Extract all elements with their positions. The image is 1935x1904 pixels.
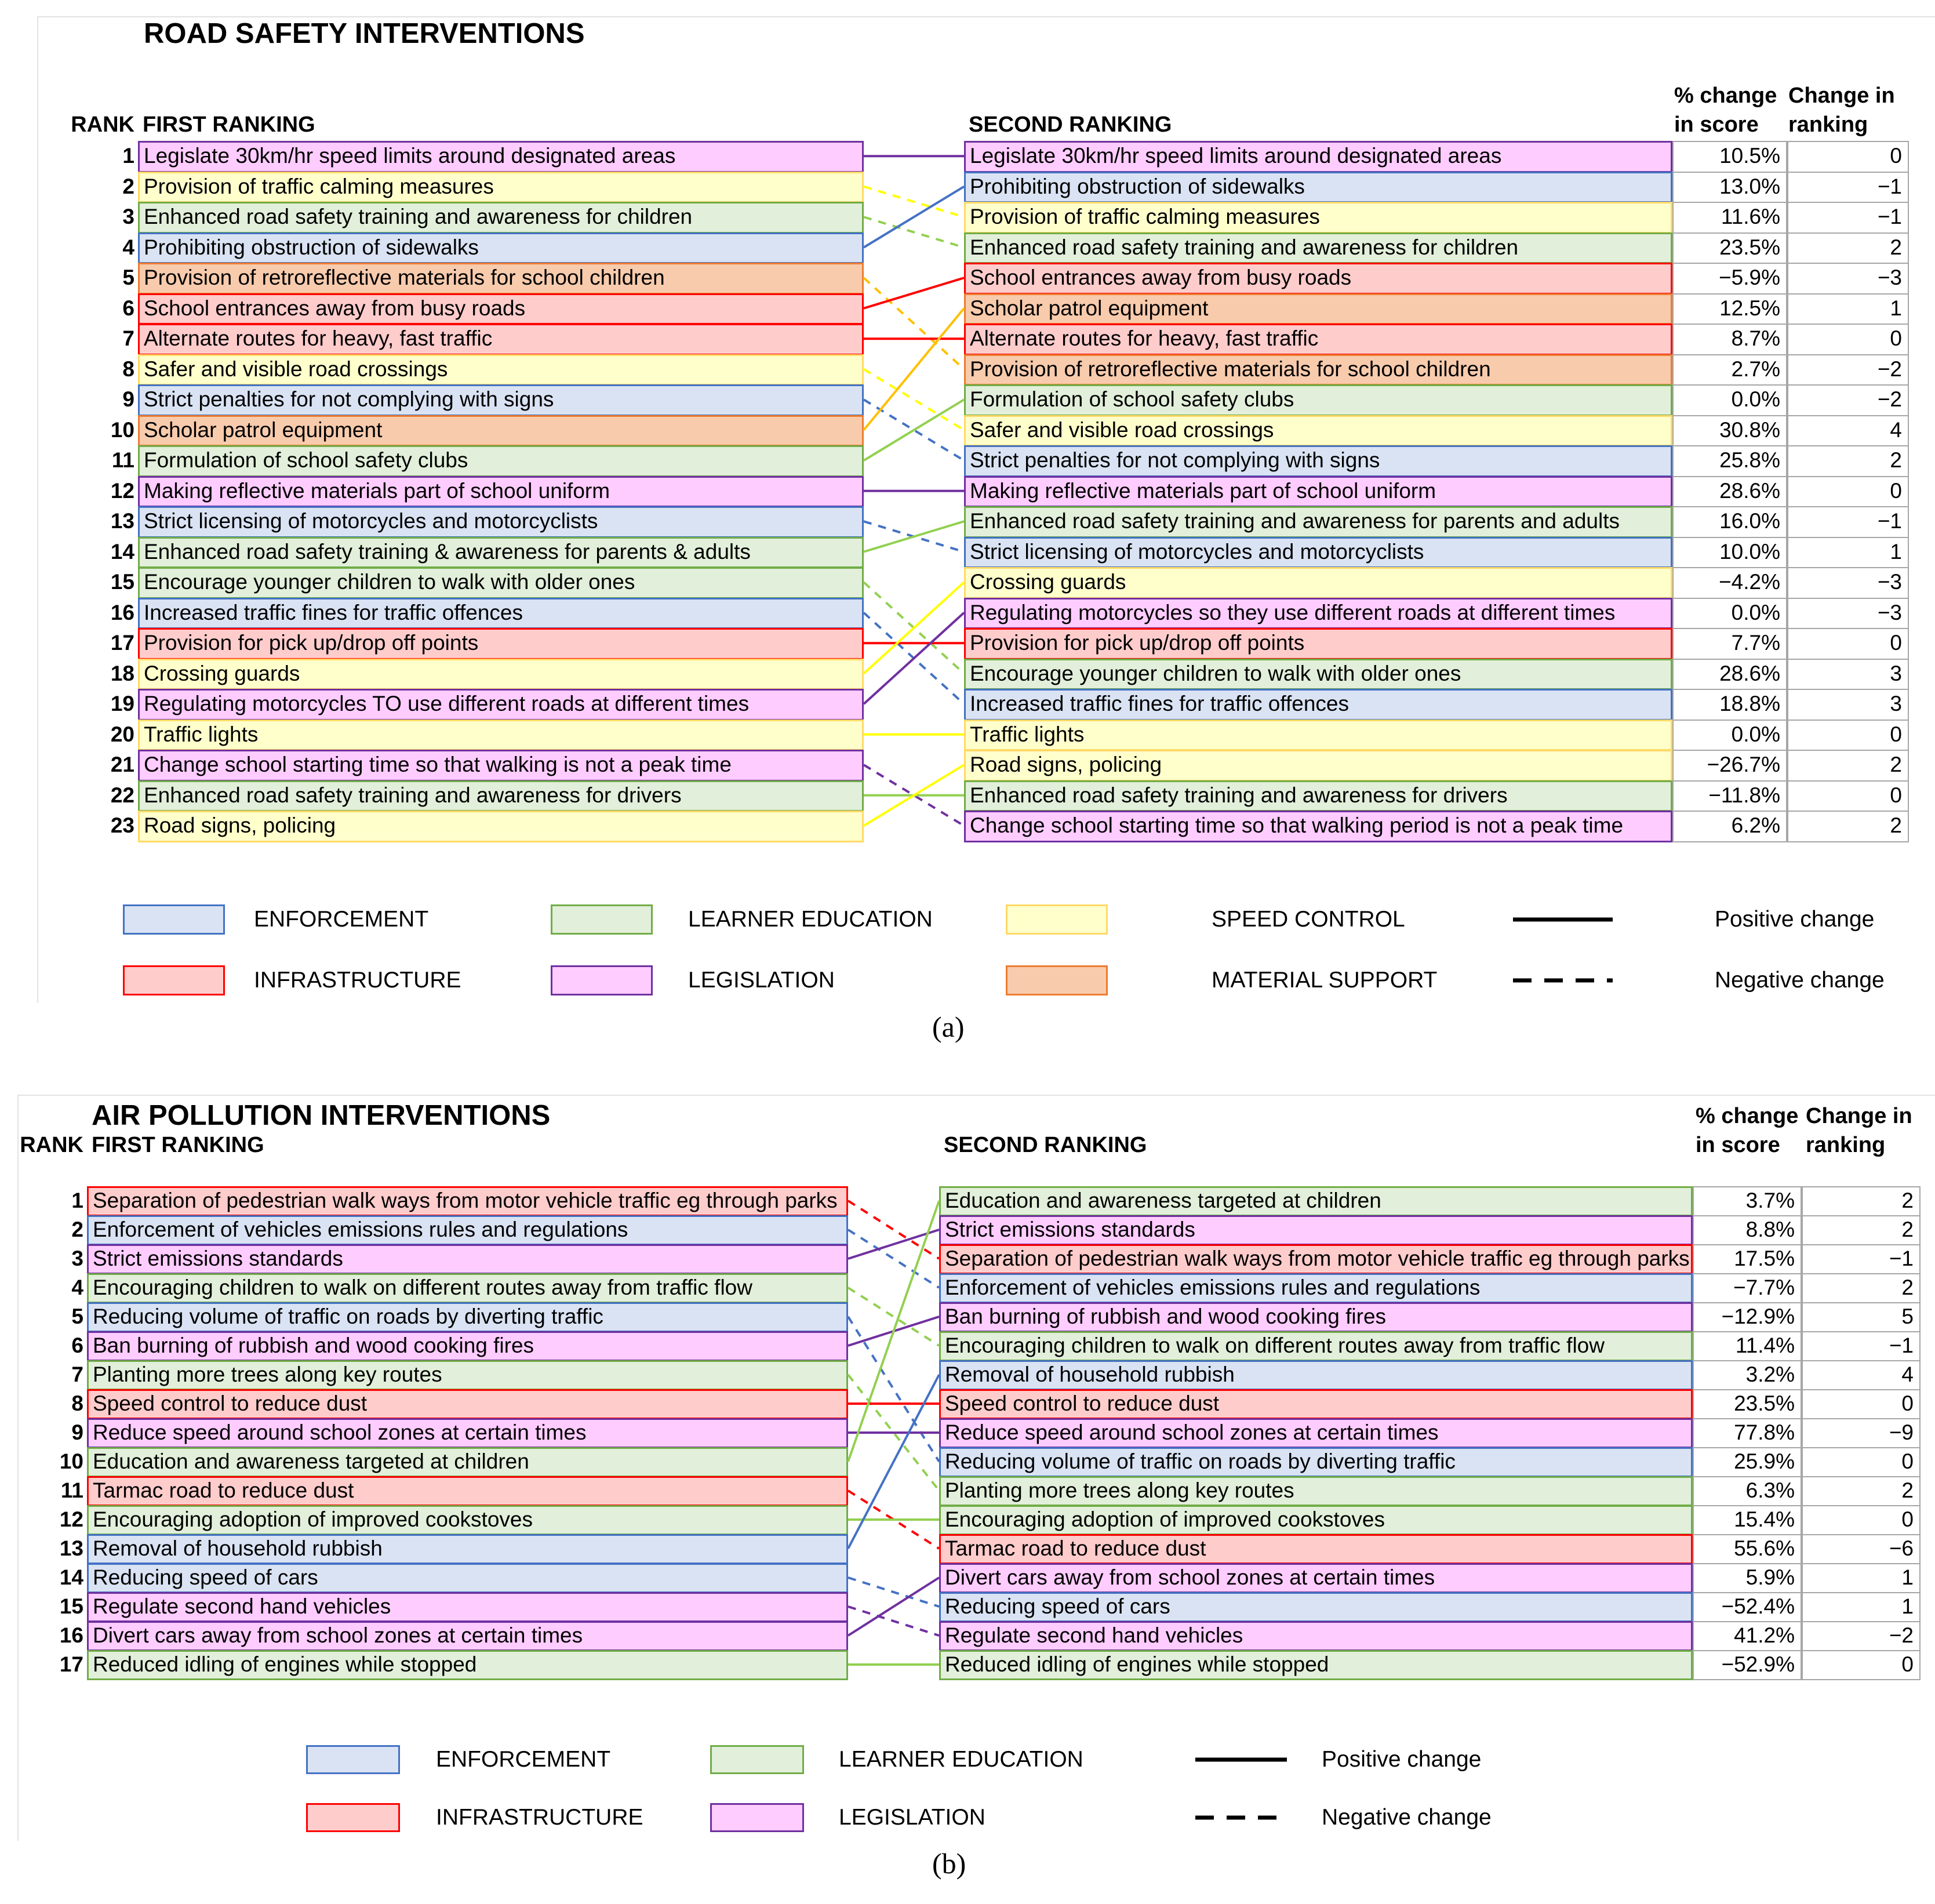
rank-number: 15 [110,570,134,594]
rank-number: 11 [111,448,134,472]
second-ranking-label: Formulation of school safety clubs [970,387,1294,411]
second-ranking-label: Separation of pedestrian walk ways from motor vehicle traffic eg through parks [945,1247,1690,1270]
pct-change-cell: 2.7% [1672,354,1787,386]
pct-change-cell: −12.9% [1693,1302,1802,1332]
ranking-change-cell: −6 [1802,1534,1921,1564]
ranking-change-header: Change in [1788,83,1895,108]
ranking-change-cell: 0 [1802,1389,1921,1419]
first-ranking-label: Planting more trees along key routes [93,1362,442,1386]
ranking-change-cell: 2 [1787,811,1909,842]
rank-change-line [848,1230,939,1259]
second-ranking-label: Reducing speed of cars [945,1594,1170,1618]
second-ranking-label: Legislate 30km/hr speed limits around designated areas [970,144,1502,168]
rank-number: 12 [59,1507,83,1531]
first-ranking-label: Encouraging adoption of improved cookstoves [93,1507,533,1531]
pct-change-cell: −7.7% [1693,1273,1802,1303]
second-ranking-label: Reducing volume of traffic on roads by diverting traffic [945,1449,1456,1473]
legend-label: INFRASTRUCTURE [436,1805,643,1830]
ranking-change-cell: −3 [1787,567,1909,599]
first-ranking-label: Formulation of school safety clubs [144,448,468,472]
rank-number: 2 [122,174,134,198]
second-ranking-label: Making reflective materials part of school uniform [970,478,1436,503]
rank-number: 9 [122,387,134,411]
pct-change-cell: 23.5% [1672,232,1787,264]
legend-label: INFRASTRUCTURE [254,968,461,993]
first-ranking-label: Divert cars away from school zones at certain times [93,1623,583,1647]
second-ranking-label: Road signs, policing [970,753,1162,776]
first-ranking-label: Reduced idling of engines while stopped [93,1652,477,1676]
rank-header: RANK [20,1133,83,1157]
first-ranking-label: Tarmac road to reduce dust [93,1478,354,1502]
ranking-change-cell: 2 [1802,1273,1921,1303]
ranking-change-cell: 0 [1802,1650,1921,1680]
legend-swatch [306,1745,400,1774]
ranking-change-cell: −9 [1802,1418,1921,1448]
first-ranking-label: Alternate routes for heavy, fast traffic [144,326,493,350]
ranking-change-cell: 0 [1802,1447,1921,1477]
second-ranking-label: Regulating motorcycles so they use different roads at different times [970,600,1616,624]
rank-number: 14 [59,1565,83,1589]
ranking-change-cell: 2 [1787,445,1909,477]
second-ranking-label: Increased traffic fines for traffic offences [970,692,1350,715]
ranking-change-cell: 1 [1802,1563,1921,1593]
pct-change-cell: 8.7% [1672,324,1787,355]
pct-change-cell: 10.5% [1672,141,1787,173]
first-ranking-label: Strict emissions standards [93,1247,343,1270]
pct-change-cell: 12.5% [1672,293,1787,325]
rank-number: 4 [122,235,134,259]
ranking-change-cell: −2 [1802,1621,1921,1651]
pct-change-header: in score [1674,112,1759,137]
rank-number: 22 [110,783,134,807]
pct-change-cell: 3.7% [1693,1186,1802,1216]
second-ranking-label: Scholar patrol equipment [970,296,1209,320]
rank-number: 7 [122,326,134,350]
pct-change-cell: 6.3% [1693,1476,1802,1506]
second-ranking-label: Crossing guards [970,570,1126,594]
pct-change-cell: 6.2% [1672,811,1787,842]
first-ranking-label: Enforcement of vehicles emissions rules and regulations [93,1218,628,1241]
pct-change-cell: 15.4% [1693,1505,1802,1535]
pct-change-cell: 13.0% [1672,172,1787,204]
ranking-change-cell: 0 [1787,476,1909,508]
second-ranking-label: Tarmac road to reduce dust [945,1536,1206,1560]
pct-change-cell: 8.8% [1693,1215,1802,1245]
ranking-change-cell: 2 [1787,750,1909,782]
ranking-change-cell: 4 [1802,1360,1921,1390]
ranking-change-cell: −1 [1802,1331,1921,1361]
second-ranking-label: Strict penalties for not complying with signs [970,448,1380,472]
rank-number: 17 [110,631,134,655]
legend-label: ENFORCEMENT [254,907,429,932]
legend-label: ENFORCEMENT [436,1747,611,1772]
pct-change-cell: 28.6% [1672,659,1787,691]
first-ranking-label: Separation of pedestrian walk ways from motor vehicle traffic eg through parks [93,1189,838,1212]
second-ranking-label: Traffic lights [970,722,1085,746]
second-ranking-label: Provision for pick up/drop off points [970,631,1305,655]
first-ranking-label: Crossing guards [144,661,300,685]
rank-change-line [848,1317,939,1462]
ranking-change-cell: 0 [1787,720,1909,751]
pct-change-header: % change [1674,83,1777,108]
first-ranking-header: FIRST RANKING [143,112,315,137]
first-ranking-label: Regulate second hand vehicles [93,1594,391,1618]
legend-label: SPEED CONTROL [1212,907,1405,932]
rank-number: 15 [59,1594,83,1618]
rank-change-line [848,1201,939,1259]
rank-change-line [848,1578,939,1607]
first-ranking-label: Ban burning of rubbish and wood cooking fires [93,1333,534,1357]
second-ranking-label: Enhanced road safety training and awareness for children [970,235,1519,259]
rank-number: 1 [122,144,134,168]
first-ranking-label: Education and awareness targeted at children [93,1449,529,1473]
panel-title: AIR POLLUTION INTERVENTIONS [92,1100,551,1131]
second-ranking-label: Provision of traffic calming measures [970,205,1320,228]
pct-change-cell: 0.0% [1672,384,1787,416]
ranking-change-cell: 1 [1787,537,1909,569]
second-ranking-label: Prohibiting obstruction of sidewalks [970,174,1305,198]
ranking-change-header: Change in [1806,1104,1912,1128]
pct-change-cell: 18.8% [1672,689,1787,721]
second-ranking-label: Encouraging children to walk on different routes away from traffic flow [945,1333,1605,1357]
rank-number: 5 [122,266,134,289]
ranking-change-cell: 1 [1802,1592,1921,1622]
rank-number: 6 [71,1333,83,1357]
rank-number: 12 [110,478,134,503]
panel-title: ROAD SAFETY INTERVENTIONS [144,18,585,49]
pct-change-cell: 11.4% [1693,1331,1802,1361]
first-ranking-label: Enhanced road safety training and awareness for children [144,205,693,228]
first-ranking-label: Road signs, policing [144,813,336,837]
rank-header: RANK [71,112,134,137]
first-ranking-label: Reducing speed of cars [93,1565,318,1589]
first-ranking-label: Making reflective materials part of school uniform [144,478,610,503]
legend-swatch [306,1803,400,1832]
legend-swatch [710,1803,804,1832]
ranking-change-cell: −1 [1787,202,1909,234]
second-ranking-label: Alternate routes for heavy, fast traffic [970,326,1319,350]
first-ranking-label: Enhanced road safety training and awareness for drivers [144,783,682,807]
ranking-change-cell: 0 [1802,1505,1921,1535]
second-ranking-label: Change school starting time so that walking period is not a peak time [970,813,1624,837]
ranking-change-cell: 3 [1787,659,1909,691]
rank-number: 16 [110,600,134,624]
pct-change-cell: 10.0% [1672,537,1787,569]
first-ranking-label: Encourage younger children to walk with older ones [144,570,635,594]
legend-swatch [710,1745,804,1774]
ranking-change-cell: 0 [1787,324,1909,355]
first-ranking-label: Provision of traffic calming measures [144,174,494,198]
ranking-change-cell: −2 [1787,354,1909,386]
first-ranking-label: Change school starting time so that walking is not a peak time [144,753,732,776]
legend-label: LEGISLATION [688,968,835,993]
rank-number: 10 [59,1449,83,1473]
rank-change-line [848,1288,939,1346]
rank-number: 13 [59,1536,83,1560]
rank-number: 20 [110,722,134,746]
second-ranking-label: Removal of household rubbish [945,1362,1235,1386]
ranking-change-cell: 0 [1787,628,1909,660]
rank-number: 1 [71,1189,83,1212]
second-ranking-header: SECOND RANKING [969,112,1172,137]
second-ranking-label: Enhanced road safety training and awareness for drivers [970,783,1508,807]
pct-change-cell: 0.0% [1672,598,1787,630]
second-ranking-label: Strict emissions standards [945,1218,1195,1241]
pct-change-cell: −4.2% [1672,567,1787,599]
second-ranking-label: Reduced idling of engines while stopped [945,1652,1329,1676]
pct-change-cell: 3.2% [1693,1360,1802,1390]
pct-change-cell: 30.8% [1672,415,1787,447]
second-ranking-label: Reduce speed around school zones at certain times [945,1420,1439,1444]
ranking-change-cell: −3 [1787,263,1909,295]
first-ranking-label: Removal of household rubbish [93,1536,383,1560]
rank-number: 17 [59,1652,83,1676]
line-legend-label: Positive change [1715,907,1875,932]
ranking-change-cell: −2 [1787,384,1909,416]
pct-change-cell: −5.9% [1672,263,1787,295]
pct-change-cell: 17.5% [1693,1244,1802,1274]
pct-change-cell: −11.8% [1672,780,1787,812]
pct-change-cell: 7.7% [1672,628,1787,660]
ranking-change-cell: 4 [1787,415,1909,447]
first-ranking-label: Safer and visible road crossings [144,357,448,381]
first-ranking-label: Reduce speed around school zones at certain times [93,1420,587,1444]
rank-number: 4 [71,1276,83,1299]
pct-change-cell: 28.6% [1672,476,1787,508]
rank-number: 16 [59,1623,83,1647]
pct-change-header: % change [1696,1104,1799,1128]
second-ranking-label: Divert cars away from school zones at certain times [945,1565,1435,1589]
line-legend-label: Negative change [1715,968,1885,993]
first-ranking-label: Strict penalties for not complying with signs [144,387,554,411]
pct-change-cell: 5.9% [1693,1563,1802,1593]
legend-label: MATERIAL SUPPORT [1212,968,1438,993]
first-ranking-label: Strict licensing of motorcycles and motorcyclists [144,509,598,533]
first-ranking-label: Scholar patrol equipment [144,417,383,442]
rank-number: 14 [110,539,134,564]
second-ranking-label: Safer and visible road crossings [970,417,1274,442]
panel-caption: (a) [932,1011,965,1043]
rank-number: 9 [71,1420,83,1444]
rank-number: 2 [71,1218,83,1241]
first-ranking-label: Regulating motorcycles TO use different roads at different times [144,692,750,715]
second-ranking-label: Enhanced road safety training and awareness for parents and adults [970,509,1620,533]
pct-change-cell: 11.6% [1672,202,1787,234]
ranking-change-cell: −1 [1787,506,1909,538]
rank-change-line [848,1375,939,1549]
ranking-change-cell: 0 [1787,141,1909,173]
ranking-change-cell: −1 [1802,1244,1921,1274]
ranking-change-cell: 3 [1787,689,1909,721]
rank-number: 19 [110,692,134,715]
rank-number: 21 [110,753,134,776]
second-ranking-label: Education and awareness targeted at children [945,1189,1381,1212]
pct-change-header: in score [1696,1133,1780,1157]
ranking-change-cell: 0 [1787,780,1909,812]
pct-change-cell: 25.9% [1693,1447,1802,1477]
ranking-change-cell: 5 [1802,1302,1921,1332]
first-ranking-label: Increased traffic fines for traffic offences [144,600,523,624]
rank-number: 6 [122,296,134,320]
first-ranking-label: Speed control to reduce dust [93,1391,368,1415]
rank-number: 18 [110,661,134,685]
second-ranking-label: Enforcement of vehicles emissions rules and regulations [945,1276,1481,1299]
second-ranking-label: School entrances away from busy roads [970,266,1352,289]
rank-number: 13 [110,509,134,533]
ranking-change-cell: 2 [1802,1476,1921,1506]
second-ranking-label: Ban burning of rubbish and wood cooking fires [945,1305,1387,1328]
second-ranking-label: Provision of retroreflective materials for school children [970,357,1491,381]
first-ranking-label: Encouraging children to walk on different routes away from traffic flow [93,1276,752,1299]
second-ranking-label: Planting more trees along key routes [945,1478,1294,1502]
ranking-change-cell: 2 [1802,1186,1921,1216]
ranking-change-header: ranking [1788,112,1868,137]
first-ranking-label: Enhanced road safety training & awareness for parents & adults [144,539,751,564]
line-legend-label: Negative change [1322,1805,1492,1830]
rank-number: 7 [71,1362,83,1386]
ranking-change-cell: −3 [1787,598,1909,630]
pct-change-cell: −52.4% [1693,1592,1802,1622]
first-ranking-label: School entrances away from busy roads [144,296,526,320]
ranking-change-header: ranking [1806,1133,1886,1157]
pct-change-cell: −52.9% [1693,1650,1802,1680]
rank-number: 10 [110,417,134,442]
rank-number: 11 [60,1478,83,1502]
second-ranking-label: Encourage younger children to walk with older ones [970,661,1461,685]
line-legend-label: Positive change [1322,1747,1482,1772]
first-ranking-label: Provision for pick up/drop off points [144,631,479,655]
second-ranking-label: Regulate second hand vehicles [945,1623,1243,1647]
rank-number: 8 [71,1391,83,1415]
ranking-change-cell: −1 [1787,172,1909,204]
second-ranking-label: Strict licensing of motorcycles and motorcyclists [970,539,1424,564]
first-ranking-label: Legislate 30km/hr speed limits around designated areas [144,144,676,168]
legend-label: LEARNER EDUCATION [839,1747,1083,1772]
rank-number: 8 [122,357,134,381]
rank-change-line [848,1578,939,1636]
rank-number: 3 [71,1247,83,1270]
rank-number: 3 [122,205,134,228]
ranking-change-cell: 2 [1802,1215,1921,1245]
pct-change-cell: −26.7% [1672,750,1787,782]
first-ranking-label: Prohibiting obstruction of sidewalks [144,235,479,259]
pct-change-cell: 25.8% [1672,445,1787,477]
pct-change-cell: 55.6% [1693,1534,1802,1564]
pct-change-cell: 0.0% [1672,720,1787,751]
pct-change-cell: 41.2% [1693,1621,1802,1651]
ranking-change-cell: 2 [1787,232,1909,264]
second-ranking-label: Encouraging adoption of improved cookstoves [945,1507,1385,1531]
pct-change-cell: 77.8% [1693,1418,1802,1448]
first-ranking-header: FIRST RANKING [92,1133,264,1157]
second-ranking-label: Speed control to reduce dust [945,1391,1220,1415]
ranking-change-cell: 1 [1787,293,1909,325]
rank-change-line [848,1607,939,1636]
rank-number: 23 [110,813,134,837]
pct-change-cell: 23.5% [1693,1389,1802,1419]
first-ranking-label: Traffic lights [144,722,259,746]
first-ranking-label: Provision of retroreflective materials for school children [144,266,665,289]
second-ranking-header: SECOND RANKING [944,1133,1147,1157]
rank-number: 5 [71,1305,83,1328]
legend-label: LEGISLATION [839,1805,985,1830]
pct-change-cell: 16.0% [1672,506,1787,538]
legend-label: LEARNER EDUCATION [688,907,933,932]
rank-change-line [848,1201,939,1462]
panel-caption: (b) [932,1847,966,1880]
first-ranking-label: Reducing volume of traffic on roads by diverting traffic [93,1305,603,1328]
